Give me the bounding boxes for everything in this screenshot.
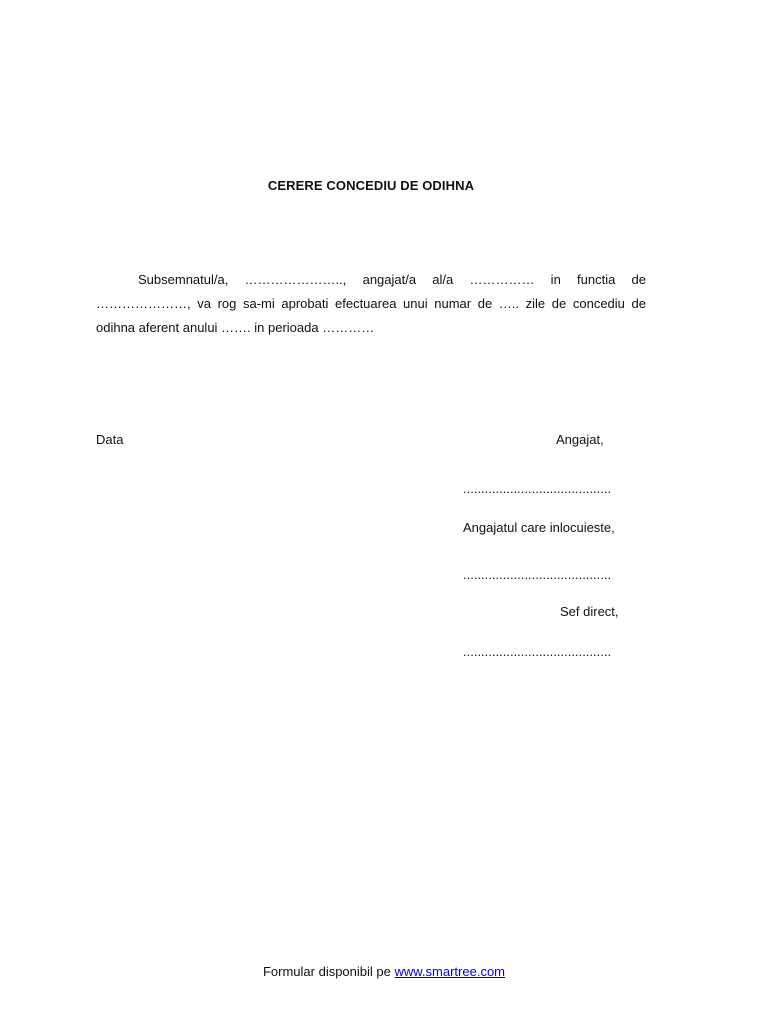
employee-signature-line: ......................................... [463, 481, 612, 496]
employee-signature-label: Angajat, [556, 432, 604, 447]
footer-link[interactable]: www.smartree.com [394, 964, 506, 979]
manager-signature-label: Sef direct, [560, 604, 619, 619]
footer [0, 964, 768, 979]
date-label: Data [96, 432, 124, 447]
request-paragraph [96, 268, 646, 340]
document-title: CERERE CONCEDIU DE ODIHNA [267, 178, 475, 193]
footer-text: Formular disponibil pe [262, 964, 395, 979]
manager-signature-line: ......................................... [463, 644, 612, 659]
request-text: Subsemnatul/a, ………………….., angajat/a al/a …………… in functia de …………………, va rog sa-mi aprobati efectuarea unui numar de ….. zile de concediu de odihna aferent anului ……. in perioada ………… [96, 272, 646, 335]
replacement-signature-line: ......................................... [463, 567, 612, 582]
replacement-signature-label: Angajatul care inlocuieste, [463, 520, 615, 535]
